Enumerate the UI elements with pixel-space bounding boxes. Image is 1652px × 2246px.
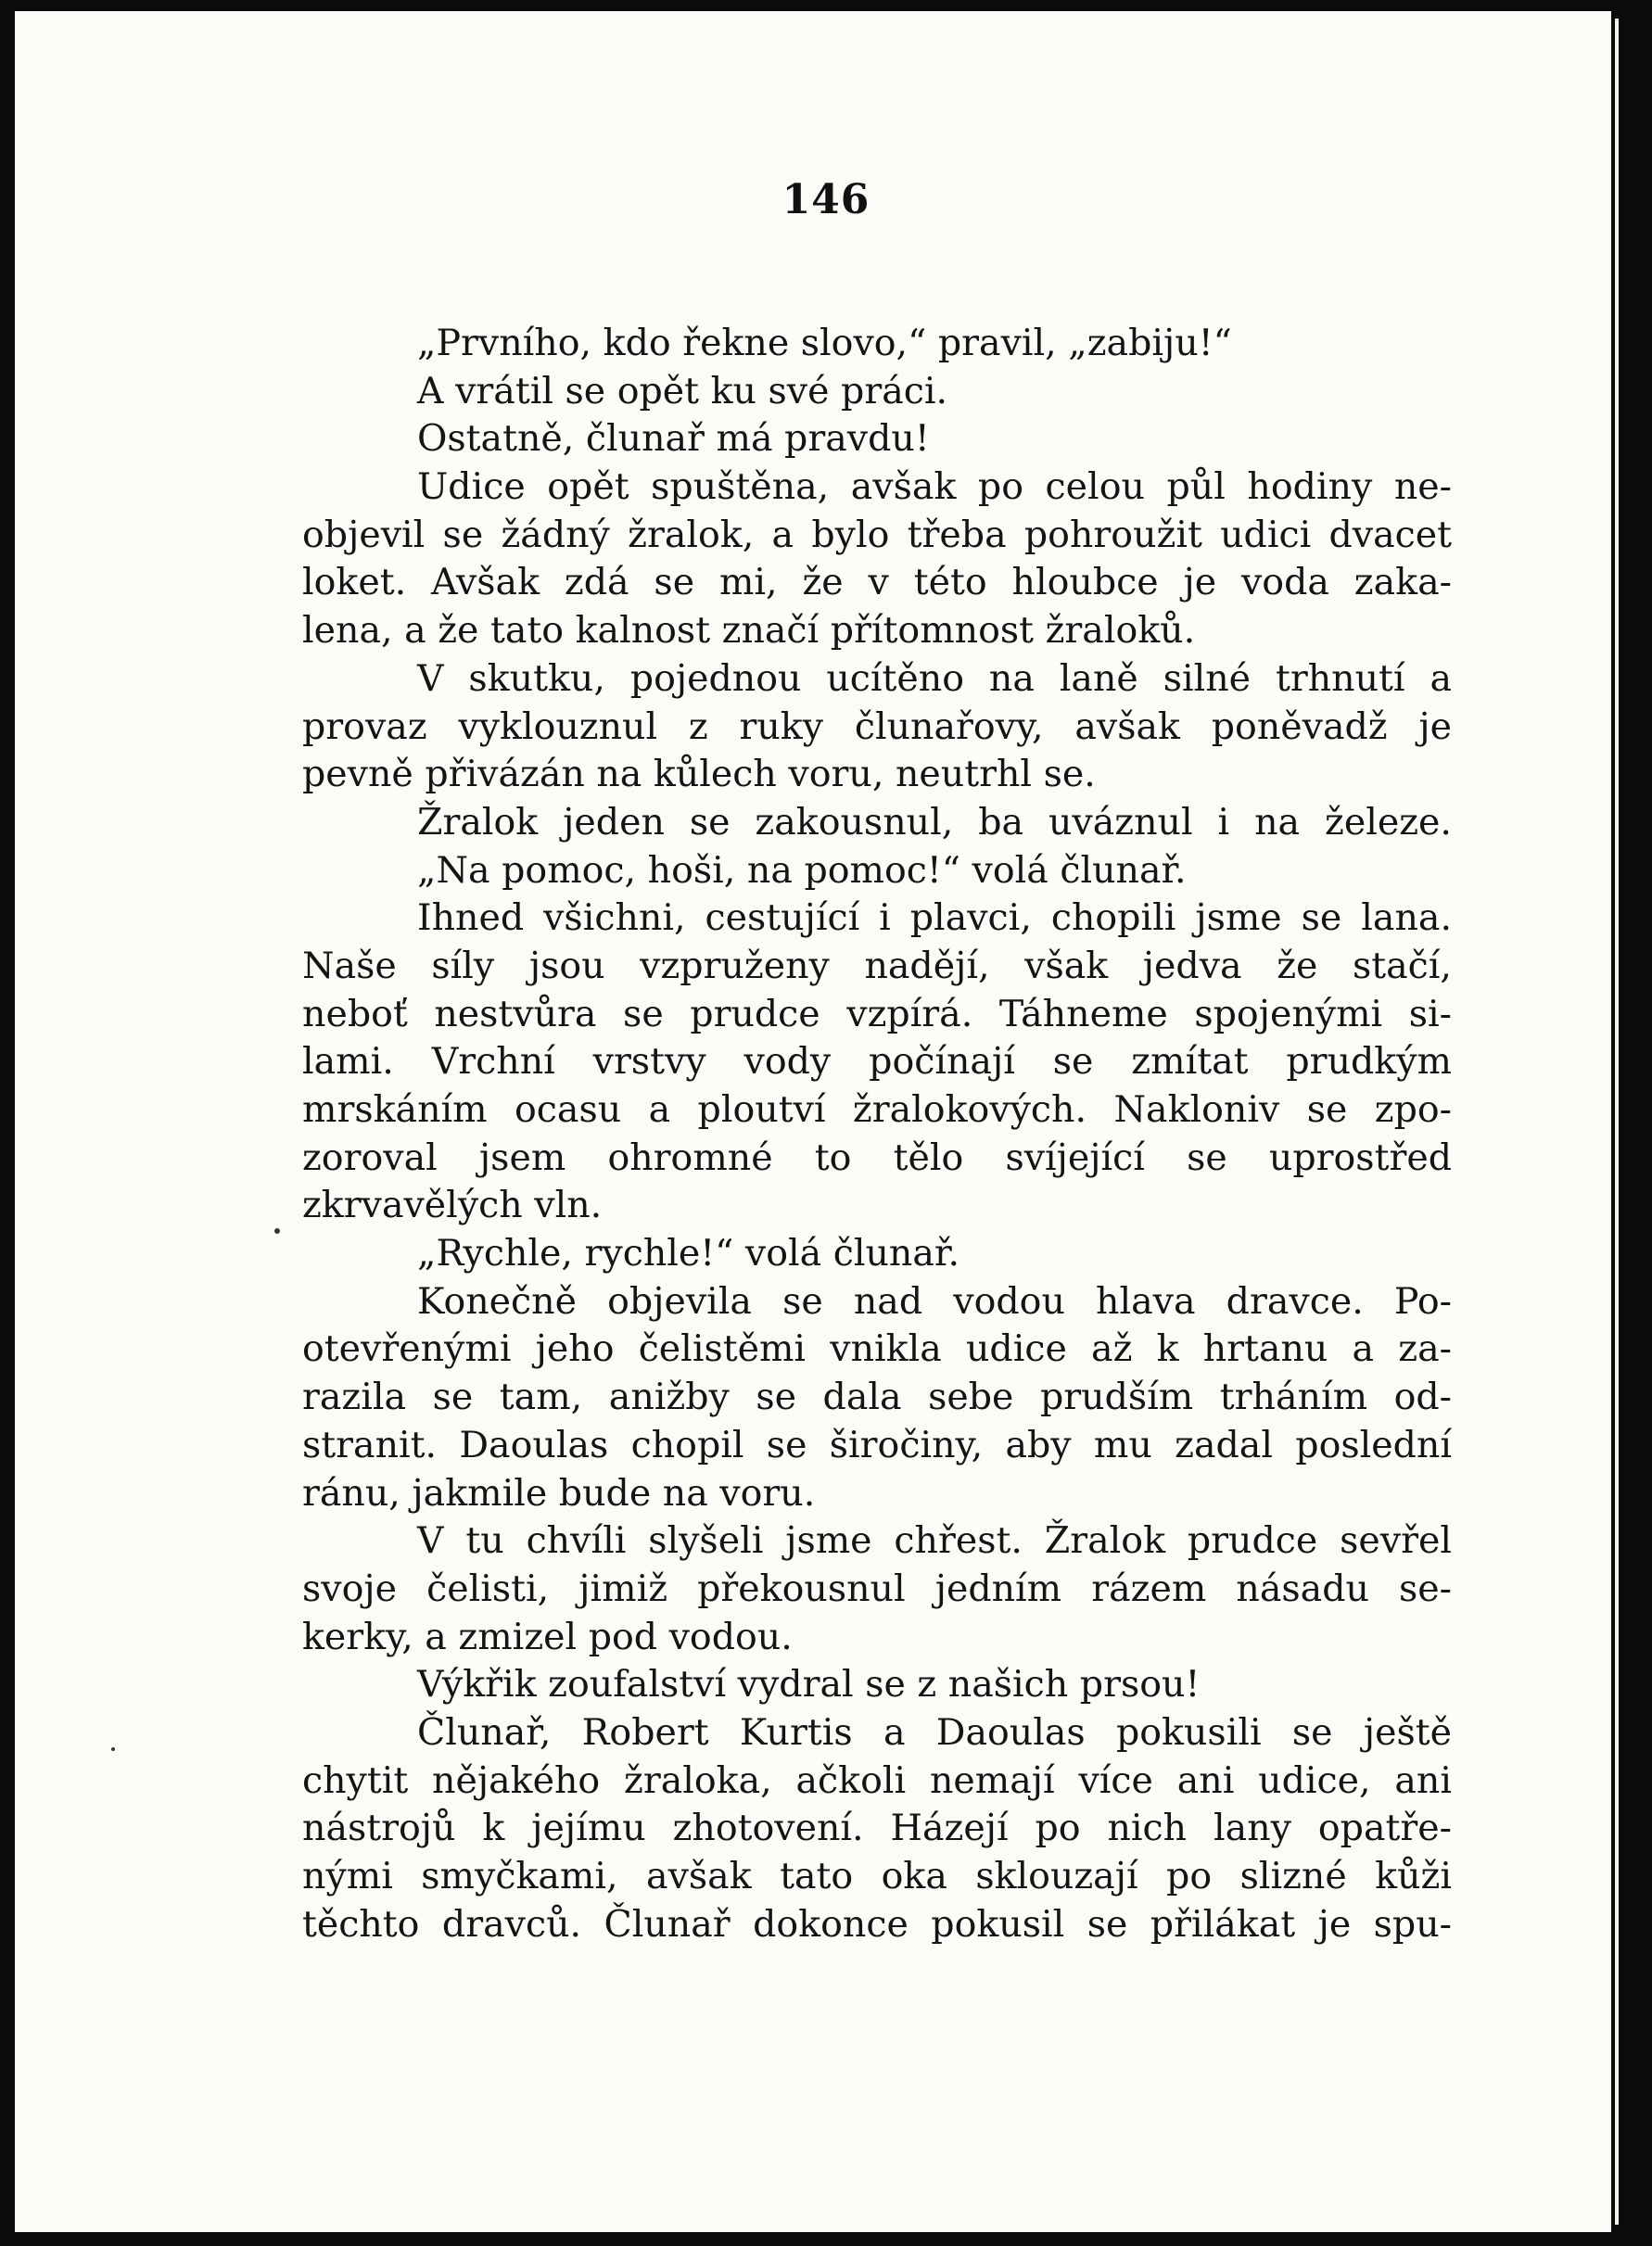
text-line: Udice opět spuštěna, avšak po celou půl hodiny ne- [417,465,1452,509]
text-line: „Rychle, rychle!“ volá člunař. [417,1232,960,1275]
text-line: V skutku, pojednou ucítěno na laně silné trhnutí a [417,656,1452,700]
text-line: těchto dravců. Člunař dokonce pokusil se přilákat je spu- [302,1902,1452,1946]
text-line: pevně přivázán na kůlech voru, neutrhl se. [302,753,1096,796]
text-line: Ihned všichni, cestující i plavci, chopili jsme se lana. [417,896,1452,940]
text-line: Člunař, Robert Kurtis a Daoulas pokusili se ještě [417,1710,1452,1754]
text-line: otevřenými jeho čelistěmi vnikla udice až k hrtanu a za- [302,1327,1452,1371]
text-line: „Na pomoc, hoši, na pomoc!“ volá člunař. [417,848,1187,892]
text-line: loket. Avšak zdá se mi, že v této hloubce je voda zaka- [302,561,1452,604]
text-line: svoje čelisti, jimiž překousnul jedním rázem násadu se- [302,1567,1452,1610]
text-line: provaz vyklouznul z ruky člunařovy, avšak poněvadž je [302,704,1452,748]
text-line: chytit nějakého žraloka, ačkoli nemají více ani udice, ani [302,1758,1452,1802]
page-number: 146 [782,176,870,223]
text-line: lami. Vrchní vrstvy vody počínají se zmítat prudkým [302,1040,1452,1084]
text-line: nástrojů k jejímu zhotovení. Házejí po nich lany opatře- [302,1807,1452,1850]
text-line: „Prvního, kdo řekne slovo,“ pravil, „zabiju!“ [417,322,1232,364]
text-line: Naše síly jsou vzpruženy nadějí, však jedva že stačí, [302,944,1452,987]
text-line: Ostatně, člunař má pravdu! [417,417,930,461]
print-speck [111,1747,115,1751]
text-line: Konečně objevila se nad vodou hlava dravce. Po- [417,1279,1452,1323]
text-line: ránu, jakmile bude na voru. [302,1471,816,1515]
text-line: mrskáním ocasu a ploutví žralokových. Nakloniv se zpo- [302,1088,1452,1131]
text-line: V tu chvíli slyšeli jsme chřest. Žralok prudce sevřel [417,1519,1452,1563]
text-line: zkrvavělých vln. [302,1184,603,1227]
text-line: A vrátil se opět ku své práci. [417,369,948,412]
text-line: lena, a že tato kalnost značí přítomnost žraloků. [302,609,1196,653]
text-line: nými smyčkami, avšak tato oka sklouzají po slizné kůži [302,1855,1452,1897]
text-line: kerky, a zmizel pod vodou. [302,1615,793,1658]
body-text [302,320,1452,1948]
text-line: Výkřik zoufalství vydral se z našich prsou! [417,1663,1201,1707]
text-line: stranit. Daoulas chopil se širočiny, aby mu zadal poslední [302,1423,1452,1466]
text-line: Žralok jeden se zakousnul, ba uváznul i na železe. [417,800,1452,844]
page-edge-line [1615,19,1619,2225]
text-line: objevil se žádný žralok, a bylo třeba pohroužit udici dvacet [302,513,1452,556]
text-line: neboť nestvůra se prudce vzpírá. Táhneme spojenými si- [302,992,1452,1035]
text-line: razila se tam, anižby se dala sebe prudším trháním od- [302,1376,1452,1419]
print-speck [274,1228,280,1234]
scan-right-edge [1632,0,1652,2246]
text-line: zoroval jsem ohromné to tělo svíjející se uprostřed [302,1136,1452,1179]
